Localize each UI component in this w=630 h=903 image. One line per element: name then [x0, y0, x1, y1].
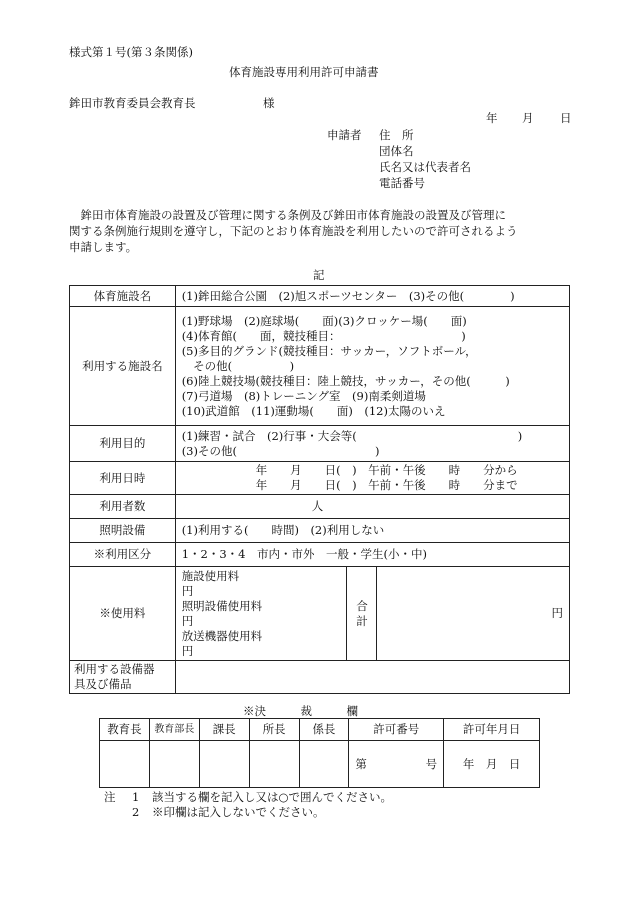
permit-number-prefix: 第	[355, 756, 367, 771]
header-education-director: 教育部長	[149, 719, 199, 741]
row-fee	[70, 567, 570, 661]
form-number: 様式第１号(第３条関係)	[69, 45, 193, 59]
purpose-line: (3)その他( )	[181, 443, 380, 458]
decision-seal-row	[100, 741, 540, 788]
equipment-field[interactable]	[175, 661, 569, 694]
body-text	[69, 207, 518, 255]
row-lighting	[70, 519, 570, 543]
date-month-label: 月	[522, 111, 534, 125]
note-1-number: 1	[132, 790, 140, 804]
lighting-fee-unit: 円	[181, 613, 194, 628]
header-superintendent: 教育長	[100, 719, 150, 741]
applicant-address-label: 住 所	[379, 128, 414, 142]
equipment-label: 利用する設備器 具及び備品	[70, 661, 176, 694]
applicant-label: 申請者	[327, 128, 362, 142]
datetime-label: 利用日時	[70, 462, 176, 495]
used-facilities-line: (6)陸上競技場(競技種目：陸上競技，サッカー，その他( )	[181, 373, 510, 388]
applicant-name-label: 氏名又は代表者名	[379, 160, 471, 174]
applicant-phone-label: 電話番号	[379, 176, 425, 190]
decision-title: ※決 裁 欄	[243, 704, 358, 718]
application-table	[69, 285, 570, 694]
datetime-from: 年 月 日( ) 午前・午後 時 分から	[255, 463, 518, 477]
fee-total-unit: 円	[377, 567, 570, 661]
used-facilities-line: (10)武道館 (11)運動場( 面) (12)太陽のいえ	[181, 403, 446, 418]
purpose-line: (1)練習・試合 (2)行事・大会等( )	[181, 428, 523, 443]
fee-total-label: 合 計	[347, 567, 377, 661]
header-section-chief: 課長	[199, 719, 249, 741]
date-year-label: 年	[486, 111, 498, 125]
form-title: 体育施設専用利用許可申請書	[229, 65, 379, 79]
used-facilities-label: 利用する施設名	[70, 307, 176, 426]
seal-cell	[249, 741, 299, 788]
note-1-text: 該当する欄を記入し又は○で囲んでください。	[152, 790, 393, 804]
header-permit-number: 許可番号	[349, 719, 444, 741]
row-used-facilities	[70, 307, 570, 426]
header-subsection-chief: 係長	[299, 719, 349, 741]
facility-name-options[interactable]: (1)鉾田総合公園 (2)旭スポーツセンター (3)その他( )	[175, 286, 569, 307]
seal-cell	[199, 741, 249, 788]
permit-number-suffix: 号	[425, 756, 438, 771]
category-label: ※利用区分	[70, 543, 176, 567]
header-permit-date: 許可年月日	[444, 719, 540, 741]
fee-label: ※使用料	[70, 567, 176, 661]
decision-header-row	[100, 719, 540, 741]
permit-date-cell: 年 月 日	[444, 741, 540, 788]
honorific: 様	[263, 96, 275, 110]
seal-cell	[100, 741, 150, 788]
addressee: 鉾田市教育委員会教育長	[69, 96, 196, 110]
body-text-line: 申請します。	[69, 240, 138, 254]
permit-number-cell	[349, 741, 444, 788]
row-equipment	[70, 661, 570, 694]
row-category	[70, 543, 570, 567]
category-options: 1・2・3・4 市内・市外 一般・学生(小・中)	[175, 543, 569, 567]
facility-fee-unit: 円	[181, 583, 194, 598]
row-purpose	[70, 426, 570, 462]
purpose-options[interactable]	[175, 426, 569, 462]
lighting-label: 照明設備	[70, 519, 176, 543]
facility-name-label: 体育施設名	[70, 286, 176, 307]
fee-breakdown	[175, 567, 347, 661]
date-day-label: 日	[560, 111, 572, 125]
note-2-number: 2	[132, 805, 140, 819]
body-text-line: 鉾田市体育施設の設置及び管理に関する条例及び鉾田市体育施設の設置及び管理に	[69, 208, 506, 222]
body-text-line: 関する条例施行規則を遵守し，下記のとおり体育施設を利用したいので許可されるよう	[69, 224, 518, 238]
row-count	[70, 495, 570, 519]
datetime-to: 年 月 日( ) 午前・午後 時 分まで	[255, 478, 518, 492]
used-facilities-line: (1)野球場 (2)庭球場( 面)(3)クロッケー場( 面)	[181, 313, 467, 328]
used-facilities-line: (4)体育館( 面，競技種目： )	[181, 328, 466, 343]
used-facilities-line: (5)多目的グランド(競技種目：サッカー，ソフトボール，	[181, 343, 477, 358]
row-facility-name	[70, 286, 570, 307]
datetime-fields[interactable]	[175, 462, 569, 495]
ki-mark: 記	[313, 268, 325, 282]
decision-table	[99, 718, 540, 788]
applicant-group-label: 団体名	[379, 144, 414, 158]
broadcast-fee-label: 放送機器使用料	[181, 628, 263, 643]
count-label: 利用者数	[70, 495, 176, 519]
seal-cell	[149, 741, 199, 788]
lighting-fee-label: 照明設備使用料	[181, 598, 263, 613]
broadcast-fee-unit: 円	[181, 643, 194, 658]
header-office-chief: 所長	[249, 719, 299, 741]
used-facilities-line: その他( )	[181, 358, 295, 373]
used-facilities-line: (7)弓道場 (8)トレーニング室 (9)南柔剣道場	[181, 388, 426, 403]
lighting-options[interactable]: (1)利用する( 時間) (2)利用しない	[175, 519, 569, 543]
notes-prefix: 注	[104, 790, 116, 804]
note-2-text: ※印欄は記入しないでください。	[152, 805, 325, 819]
purpose-label: 利用目的	[70, 426, 176, 462]
used-facilities-options[interactable]	[175, 307, 569, 426]
seal-cell	[299, 741, 349, 788]
row-datetime	[70, 462, 570, 495]
count-field[interactable]: 人	[175, 495, 569, 519]
facility-fee-label: 施設使用料	[181, 568, 240, 583]
